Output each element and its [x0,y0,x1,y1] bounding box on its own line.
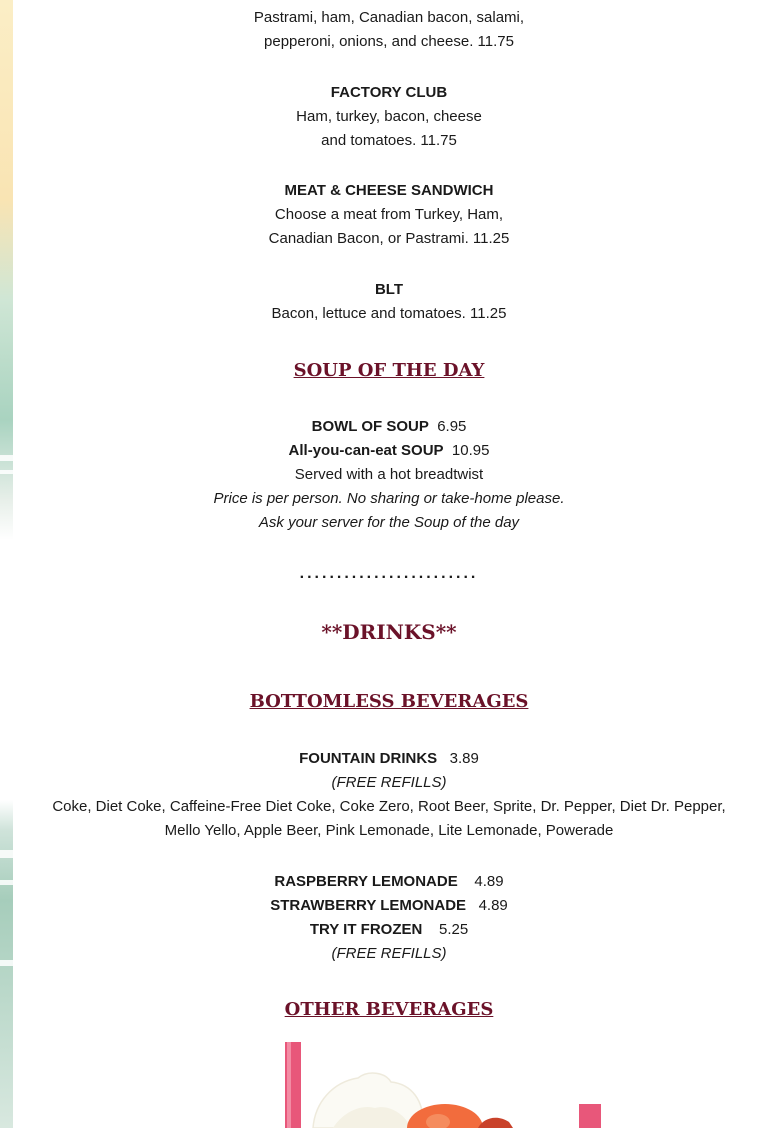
soup-served-with: Served with a hot breadtwist [294,466,484,483]
bowl-of-soup-line [13,415,765,439]
bowl-of-soup-label: BOWL OF SOUP [311,418,429,435]
raspberry-lemonade-price: 4.89 [474,873,504,890]
fountain-drinks-price: 3.89 [449,750,479,767]
soup-heading: SOUP OF THE DAY [293,360,485,381]
try-it-frozen-line [13,918,765,942]
ayce-soup-label: All-you-can-eat SOUP [288,442,444,459]
soup-price-note: Price is per person. No sharing or take-home please. [213,490,565,507]
other-beverages-heading: OTHER BEVERAGES [284,999,494,1020]
ayce-soup-price: 10.95 [451,442,490,459]
soup-server-note: Ask your server for the Soup of the day [258,514,520,531]
bg-stripe [0,960,13,966]
fountain-drinks-line [13,747,765,771]
fountain-drinks-label: FOUNTAIN DRINKS [299,750,438,767]
menu-content [13,0,765,1128]
strawberry-2 [478,1118,513,1128]
sandwich-desc-line: Pastrami, ham, Canadian bacon, salami, [253,9,525,26]
raspberry-lemonade-line [13,870,765,894]
milkshake-photo [273,1042,613,1128]
blt-title: BLT [374,281,404,298]
bg-stripe [0,470,13,474]
bg-stripe [0,455,13,461]
bg-stripe [0,880,13,885]
try-it-frozen-price: 5.25 [438,921,469,938]
factory-club-title: FACTORY CLUB [330,84,448,101]
ayce-soup-line [13,439,765,463]
meat-cheese-desc: Choose a meat from Turkey, Ham, [274,206,504,223]
try-it-frozen-label: TRY IT FROZEN [309,921,423,938]
meat-cheese-title: MEAT & CHEESE SANDWICH [284,182,494,199]
strawberry-lemonade-line [13,894,765,918]
blt-desc: Bacon, lettuce and tomatoes. 11.25 [271,305,507,322]
meat-cheese-desc: Canadian Bacon, or Pastrami. 11.25 [268,230,510,247]
drinks-heading: **DRINKS** [321,620,457,644]
dotted-divider: ........................ [299,565,479,582]
bowl-of-soup-price: 6.95 [437,418,467,435]
strawberry-lemonade-price: 4.89 [478,897,508,914]
bg-stripe [0,850,13,858]
straw-left-highlight [287,1042,291,1128]
bottomless-beverages-heading: BOTTOMLESS BEVERAGES [249,691,529,712]
factory-club-desc: Ham, turkey, bacon, cheese [296,108,482,125]
straw-right [579,1104,601,1128]
left-background-strip [0,0,13,1128]
fountain-drinks-list: Coke, Diet Coke, Caffeine-Free Diet Coke, Coke Zero, Root Beer, Sprite, Dr. Pepper, Diet Dr. Pepper, Mello Yello, Apple Beer, Pink Lemonade, Lite Lemonade, Powerade [52,798,726,839]
free-refills-note: (FREE REFILLS) [331,945,447,962]
sandwich-desc-line: pepperoni, onions, and cheese. 11.75 [264,33,514,50]
raspberry-lemonade-label: RASPBERRY LEMONADE [274,873,458,890]
strawberry-lemonade-label: STRAWBERRY LEMONADE [270,897,467,914]
free-refills-note: (FREE REFILLS) [331,774,447,791]
factory-club-desc: and tomatoes. 11.75 [321,132,457,149]
